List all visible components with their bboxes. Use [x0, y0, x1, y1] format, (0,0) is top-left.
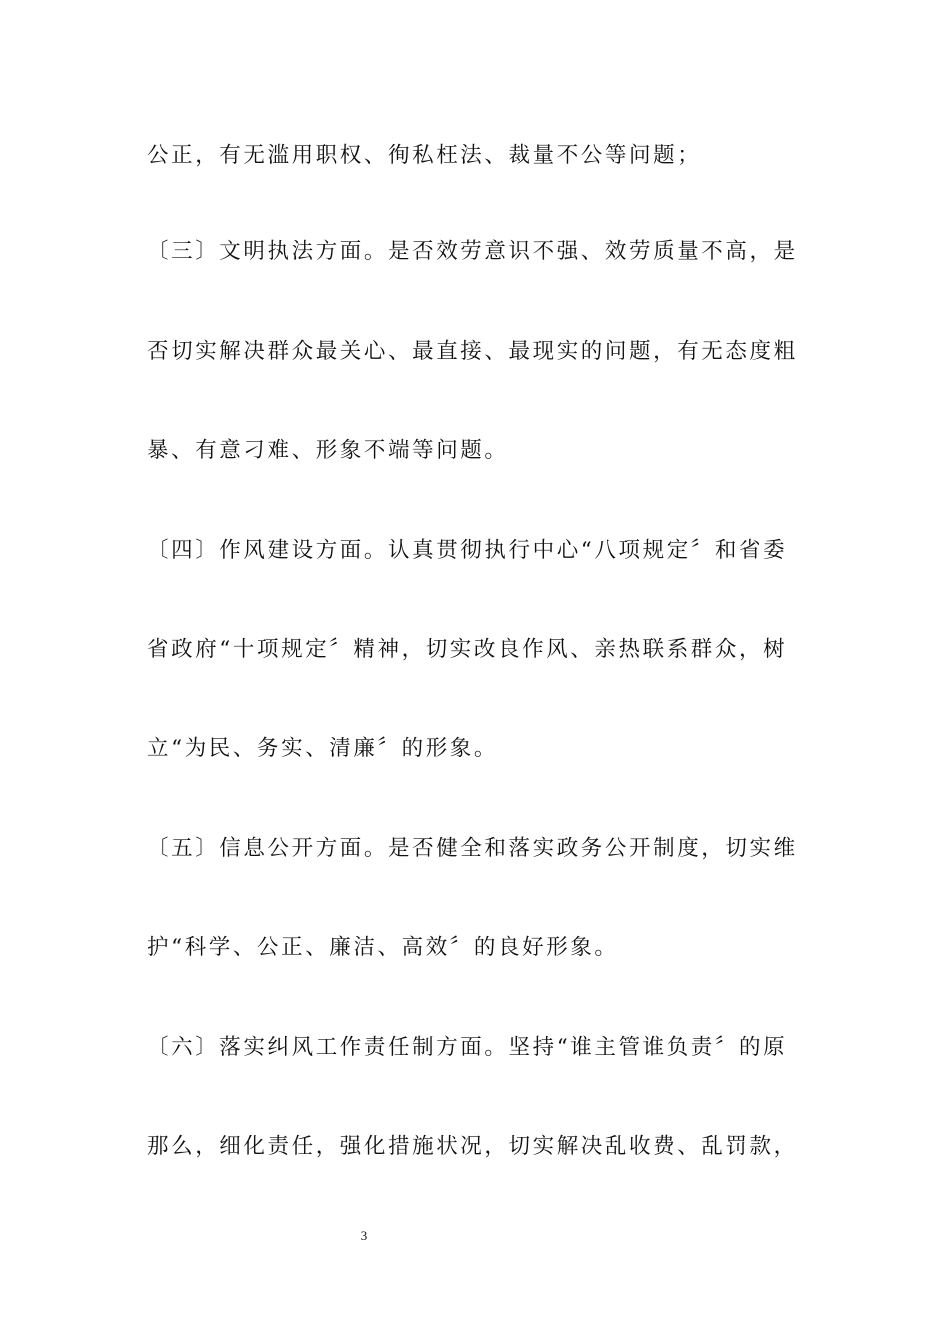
text-line: 否切实解决群众最关心、最直接、最现实的问题，有无态度粗 [147, 339, 798, 364]
text-line: 〔六〕落实纠风工作责任制方面。坚持“谁主管谁负责〞的原 [147, 1035, 788, 1060]
text-line: 省政府“十项规定〞精神，切实改良作风、亲热联系群众，树 [147, 637, 788, 662]
text-line: 〔三〕文明执法方面。是否效劳意识不强、效劳质量不高，是 [147, 239, 798, 264]
text-line: 暴、有意刁难、形象不端等问题。 [147, 438, 509, 463]
page-number: 3 [360, 1228, 368, 1243]
text-line: 公正，有无滥用职权、徇私枉法、裁量不公等问题； [147, 143, 702, 168]
text-line: 〔四〕作风建设方面。认真贯彻执行中心“八项规定〞和省委 [147, 538, 788, 563]
text-line: 立“为民、务实、清廉〞的形象。 [147, 736, 498, 761]
text-line: 〔五〕信息公开方面。是否健全和落实政务公开制度，切实维 [147, 836, 798, 861]
text-line: 护“科学、公正、廉洁、高效〞的良好形象。 [147, 935, 619, 960]
text-line: 那么，细化责任，强化措施状况，切实解决乱收费、乱罚款， [147, 1134, 798, 1159]
